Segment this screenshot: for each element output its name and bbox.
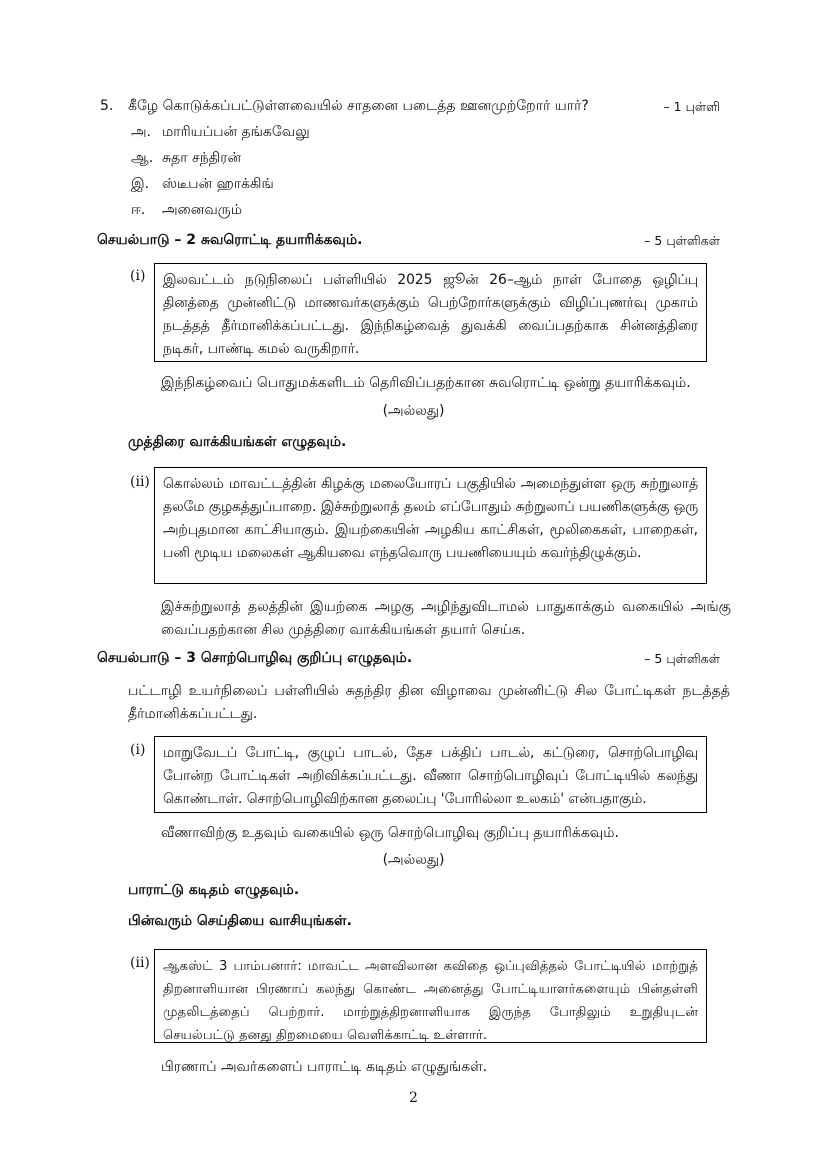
activity-3-title: செயல்பாடு – 3 சொற்பொழிவு குறிப்பு எழுதவும். bbox=[97, 650, 413, 666]
activity-3-marks: – 5 புள்ளிகள் bbox=[644, 651, 720, 666]
instruction-text: வீணாவிற்கு உதவும் வகையில் ஒரு சொற்பொழிவு குறிப்பு தயாரிக்கவும். bbox=[161, 825, 619, 841]
option-label: ஈ. bbox=[131, 202, 146, 218]
subtitle: பின்வரும் செய்தியை வாசியுங்கள். bbox=[128, 913, 352, 929]
scenario-box: மாறுவேடப் போட்டி, குழுப் பாடல், தேச பக்திப் பாடல், கட்டுரை, சொற்பொழிவு போன்ற போட்டிகள் அறிவிக்கப்பட்டது. வீணா சொற்பொழிவுப் போட்டியில் கலந்து கொண்டாள். சொற்பொழிவிற்கான தலைப்பு 'போரில்லா உலகம்' என்பதாகும். bbox=[154, 736, 707, 813]
page-number: 2 bbox=[409, 1090, 418, 1106]
option-text: மாரியப்பன் தங்கவேலு bbox=[162, 124, 310, 140]
option-label: ஆ. bbox=[131, 150, 154, 166]
or-separator: (அல்லது) bbox=[382, 403, 445, 419]
option-label: இ. bbox=[131, 176, 150, 192]
box-label: (ii) bbox=[130, 955, 150, 971]
question-marks: – 1 புள்ளி bbox=[663, 99, 720, 114]
activity-2-marks: – 5 புள்ளிகள் bbox=[644, 233, 720, 248]
option-text: ஸ்டீபன் ஹாக்கிங் bbox=[162, 176, 274, 192]
option-text: சுதா சந்திரன் bbox=[162, 150, 242, 166]
question-number: 5. bbox=[100, 98, 114, 114]
instruction-text: பிரணாப் அவர்களைப் பாராட்டி கடிதம் எழுதுங்கள். bbox=[161, 1059, 488, 1075]
scenario-box: கொல்லம் மாவட்டத்தின் கிழக்கு மலையோரப் பகுதியில் அமைந்துள்ள ஒரு சுற்றுலாத் தலமே குழகத்துப்பாறை. இச்சுற்றுலாத் தலம் எப்போதும் சுற்றுலாப் பயணிகளுக்கு ஒரு அற்புதமான காட்சியாகும். இயற்கையின் அழகிய காட்சிகள், மூலிகைகள், பாறைகள், பனி மூடிய மலைகள் ஆகியவை எந்தவொரு பயணியையும் கவர்ந்திழுக்கும். bbox=[154, 467, 707, 584]
question-text: கீழே கொடுக்கப்பட்டுள்ளவையில் சாதனை படைத்த ஊனமுற்றோர் யார்? bbox=[128, 98, 589, 114]
scenario-box: ஆகஸ்ட் 3 பாம்பனார்: மாவட்ட அளவிலான கவிதை ஒப்புவித்தல் போட்டியில் மாற்றுத் திறனாளியான பிரணாப் கலந்து கொண்ட அனைத்து போட்டியாளர்களையும் பின்தள்ளி முதலிடத்தைப் பெற்றார். மாற்றுத்திறனாளியாக இருந்த போதிலும் உறுதியுடன் செயல்பட்டு தனது திறமையை வெளிக்காட்டி உள்ளார். bbox=[154, 949, 707, 1043]
option-text: அனைவரும் bbox=[162, 202, 243, 218]
box-label: (i) bbox=[130, 742, 146, 758]
activity-2-title: செயல்பாடு – 2 சுவரொட்டி தயாரிக்கவும். bbox=[97, 232, 363, 248]
box-label: (ii) bbox=[130, 474, 150, 490]
box-label: (i) bbox=[130, 268, 146, 284]
instruction-text: இந்நிகழ்வைப் பொதுமக்களிடம் தெரிவிப்பதற்கான சுவரொட்டி ஒன்று தயாரிக்கவும். bbox=[161, 375, 691, 391]
or-separator: (அல்லது) bbox=[382, 852, 445, 868]
subtitle: முத்திரை வாக்கியங்கள் எழுதவும். bbox=[128, 434, 347, 450]
option-label: அ. bbox=[131, 124, 152, 140]
scenario-box: இலவட்டம் நடுநிலைப் பள்ளியில் 2025 ஜூன் 26–ஆம் நாள் போதை ஒழிப்பு தினத்தை முன்னிட்டு மாணவர்களுக்கும் பெற்றோர்களுக்கும் விழிப்புணர்வு முகாம் நடத்தத் தீர்மானிக்கப்பட்டது. இந்நிகழ்வைத் துவக்கி வைப்பதற்காக சின்னத்திரை நடிகர், பாண்டி கமல் வருகிறார். bbox=[154, 263, 707, 362]
instruction-text: இச்சுற்றுலாத் தலத்தின் இயற்கை அழகு அழிந்துவிடாமல் பாதுகாக்கும் வகையில் அங்கு வைப்பதற்கான சில முத்திரை வாக்கியங்கள் தயார் செய்க. bbox=[161, 599, 731, 638]
intro-text: பட்டாழி உயர்நிலைப் பள்ளியில் சுதந்திர தின விழாவை முன்னிட்டு சில போட்டிகள் நடத்தத் தீர்மானிக்கப்பட்டது. bbox=[128, 683, 730, 722]
subtitle: பாராட்டு கடிதம் எழுதவும். bbox=[128, 882, 300, 898]
